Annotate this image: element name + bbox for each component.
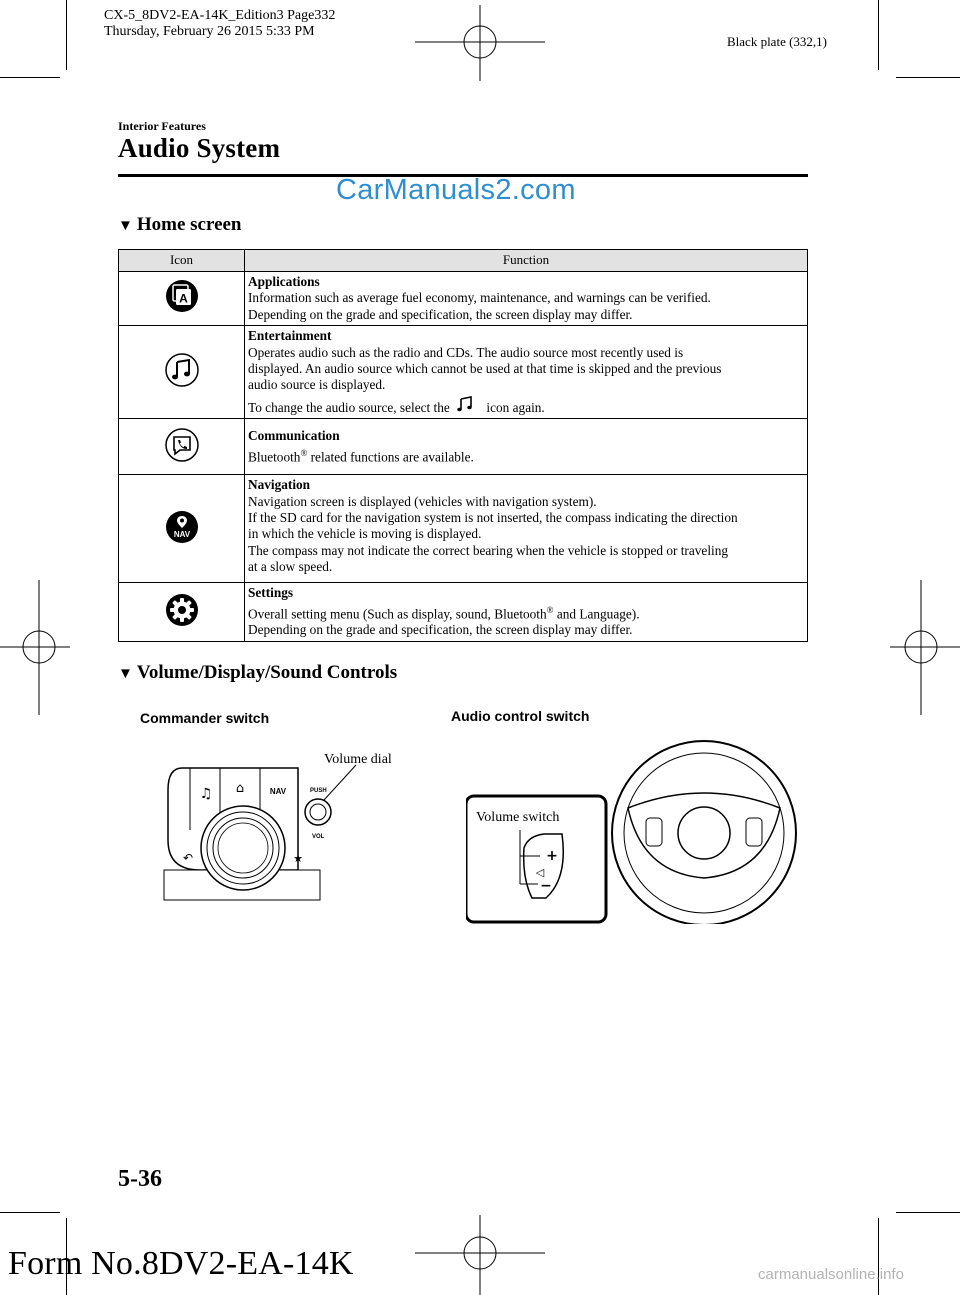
function-name: Communication	[248, 428, 340, 444]
site-watermark: carmanualsonline.info	[758, 1266, 904, 1283]
function-text: Operates audio such as the radio and CDs. The audio source most recently used is	[248, 344, 684, 360]
function-text: displayed. An audio source which cannot be used at that time is skipped and the previous	[248, 361, 722, 377]
function-name: Settings	[248, 585, 294, 601]
registration-mark-top	[415, 5, 545, 81]
svg-text:−: −	[540, 878, 552, 894]
form-number: Form No.8DV2-EA-14K	[8, 1245, 354, 1282]
svg-text:NAV: NAV	[173, 529, 190, 539]
page-title: Audio System	[118, 133, 281, 163]
volume-dial-callout: Volume dial	[324, 752, 392, 767]
table-row-entertainment	[119, 326, 808, 419]
plate-label: Black plate (332,1)	[727, 34, 827, 49]
function-name: Navigation	[248, 477, 311, 493]
svg-text:⌂: ⌂	[235, 781, 245, 796]
svg-text:↶: ↶	[182, 851, 194, 865]
print-header-line2: Thursday, February 26 2015 5:33 PM	[104, 24, 315, 39]
triangle-marker-icon: ▼	[118, 218, 133, 234]
function-text: Overall setting menu (Such as display, sound, Bluetooth® and Language).	[248, 604, 640, 622]
function-text: Depending on the grade and specification, the screen display may differ.	[248, 622, 633, 638]
print-header	[104, 8, 335, 40]
commander-switch-label: Commander switch	[140, 710, 270, 726]
registration-mark-left	[0, 580, 70, 715]
table-row-settings	[119, 583, 808, 642]
svg-text:★: ★	[293, 852, 303, 865]
navigation-icon	[165, 510, 199, 544]
function-name: Entertainment	[248, 328, 332, 344]
svg-text:+: +	[546, 848, 558, 864]
function-text: Bluetooth® related functions are available.	[248, 447, 474, 464]
settings-icon	[165, 593, 199, 627]
registration-mark-right	[890, 580, 960, 715]
svg-text:◁: ◁	[535, 866, 545, 879]
col-header-function: Function	[245, 250, 808, 272]
function-name: Applications	[248, 274, 320, 289]
table-row-navigation	[119, 475, 808, 583]
table-row-communication	[119, 419, 808, 475]
function-text: If the SD card for the navigation system is not inserted, the compass indicating the direction	[248, 510, 738, 526]
print-header-line1: CX-5_8DV2-EA-14K_Edition3 Page332	[104, 8, 336, 23]
svg-text:VOL: VOL	[312, 834, 325, 840]
page-number: 5-36	[118, 1166, 162, 1192]
svg-text:NAV: NAV	[269, 787, 287, 796]
home-screen-heading: ▼ Home screen	[118, 214, 242, 235]
function-text: Depending on the grade and specification, the screen display may differ.	[248, 306, 633, 322]
home-screen-table	[118, 249, 808, 642]
col-header-icon: Icon	[119, 250, 245, 272]
svg-text:A: A	[178, 291, 188, 306]
function-text: at a slow speed.	[248, 559, 333, 575]
commander-switch-illustration	[160, 750, 410, 910]
section-label: Interior Features	[118, 119, 206, 133]
watermark: CarManuals2.com	[336, 174, 576, 206]
volume-switch-callout: Volume switch	[476, 810, 560, 825]
entertainment-inline-icon	[453, 394, 483, 414]
function-text: The compass may not indicate the correct bearing when the vehicle is stopped or traveling	[248, 542, 728, 558]
entertainment-icon	[165, 353, 199, 387]
function-text: Navigation screen is displayed (vehicles with navigation system).	[248, 493, 597, 509]
audio-control-switch-illustration	[466, 738, 826, 924]
function-text: To change the audio source, select the icon again.	[248, 394, 805, 416]
function-text: in which the vehicle is moving is displayed.	[248, 526, 482, 542]
registration-mark-bottom	[415, 1215, 545, 1295]
applications-icon	[165, 279, 199, 313]
function-text: Information such as average fuel economy, maintenance, and warnings can be verified.	[248, 290, 711, 306]
communication-icon	[165, 428, 199, 462]
svg-text:♫: ♫	[199, 786, 213, 802]
triangle-marker-icon: ▼	[118, 666, 133, 682]
table-row-applications	[119, 272, 808, 326]
controls-heading: ▼ Volume/Display/Sound Controls	[118, 662, 398, 683]
svg-text:PUSH: PUSH	[310, 788, 327, 794]
audio-control-switch-label: Audio control switch	[451, 708, 590, 724]
function-text: audio source is displayed.	[248, 377, 386, 393]
